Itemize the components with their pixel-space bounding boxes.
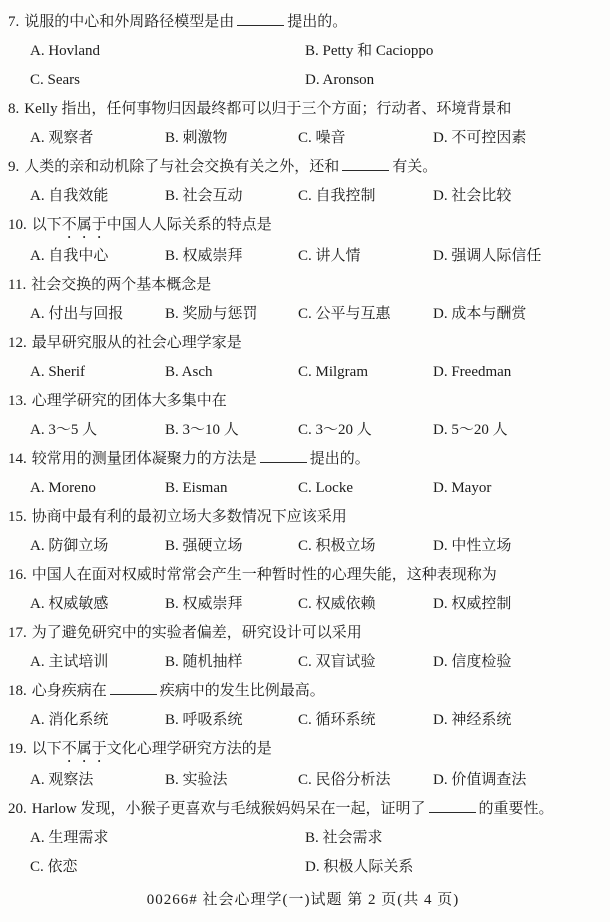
stem-text: 有关。 — [392, 159, 438, 175]
stem-text: 提出的。 — [287, 14, 348, 30]
option-d: D. Aronson — [305, 72, 375, 88]
question-11 — [8, 271, 598, 329]
option-d: D. Freedman — [433, 364, 512, 380]
question-number: 17. — [8, 625, 27, 641]
question-14 — [8, 445, 598, 503]
option-b: B. 强硬立场 — [165, 538, 243, 554]
options-row — [30, 766, 598, 795]
stem-text: 不属于 — [61, 741, 107, 757]
question-number: 9. — [8, 159, 20, 175]
question-number: 13. — [8, 393, 27, 409]
question-number: 11. — [8, 277, 27, 293]
option-d: D. 不可控因素 — [433, 130, 527, 146]
option-b: B. 奖励与惩罚 — [165, 306, 258, 322]
question-number: 16. — [8, 567, 27, 583]
question-number: 10. — [8, 217, 27, 233]
options-row — [30, 474, 598, 503]
option-b: B. Eisman — [165, 480, 228, 496]
option-d: D. 5～20 人 — [433, 422, 508, 438]
option-a: A. 生理需求 — [30, 830, 109, 846]
question-number: 15. — [8, 509, 27, 525]
option-b: B. 刺激物 — [165, 130, 228, 146]
question-stem — [8, 95, 598, 124]
option-a: A. 权威敏感 — [30, 596, 109, 612]
option-d: D. 价值调查法 — [433, 772, 527, 788]
question-stem — [8, 677, 598, 706]
stem-text: 中国人人际关系的特点是 — [106, 217, 272, 233]
options-row — [30, 416, 598, 445]
option-b: B. Asch — [165, 364, 213, 380]
stem-text: 较常用的测量团体凝聚力的方法是 — [31, 451, 257, 467]
option-a: A. 自我中心 — [30, 248, 109, 264]
options-row — [30, 590, 598, 619]
question-stem — [8, 387, 598, 416]
question-number: 8. — [8, 101, 20, 117]
stem-text: 心身疾病在 — [31, 683, 107, 699]
fill-in-blank — [260, 448, 307, 463]
question-stem — [8, 329, 598, 358]
question-stem — [8, 561, 598, 590]
option-d: D. 积极人际关系 — [305, 859, 414, 875]
option-c: C. 公平与互惠 — [298, 306, 391, 322]
question-stem — [8, 503, 598, 532]
options-row — [30, 300, 598, 329]
option-b: B. 随机抽样 — [165, 654, 243, 670]
option-c: C. 民俗分析法 — [298, 772, 391, 788]
page-footer: 00266# 社会心理学(一)试题 第 2 页(共 4 页) — [146, 892, 460, 908]
question-number: 14. — [8, 451, 27, 467]
question-19 — [8, 735, 598, 795]
option-d: D. 社会比较 — [433, 188, 512, 204]
stem-text: 心理学研究的团体大多集中在 — [31, 393, 227, 409]
option-c: C. 权威依赖 — [298, 596, 376, 612]
stem-text: 文化心理学研究方法的是 — [106, 741, 272, 757]
option-d: D. Mayor — [433, 480, 492, 496]
question-stem — [8, 153, 598, 182]
stem-text: 的重要性。 — [478, 801, 554, 817]
option-c: C. Milgram — [298, 364, 368, 380]
question-stem — [8, 619, 598, 648]
option-d: D. 中性立场 — [433, 538, 512, 554]
fill-in-blank — [429, 798, 476, 813]
option-a: A. Hovland — [30, 43, 100, 59]
options-row — [30, 824, 598, 882]
question-stem — [8, 795, 598, 824]
fill-in-blank — [342, 156, 389, 171]
options-row — [30, 37, 598, 95]
options-row — [30, 648, 598, 677]
question-13 — [8, 387, 598, 445]
question-18 — [8, 677, 598, 735]
question-number: 7. — [8, 14, 20, 30]
option-d: D. 成本与酬赏 — [433, 306, 527, 322]
option-c: C. 3～20 人 — [298, 422, 372, 438]
question-20 — [8, 795, 598, 882]
options-row — [30, 706, 598, 735]
option-a: A. 观察法 — [30, 772, 94, 788]
option-c: C. 依恋 — [30, 859, 78, 875]
option-a: A. 自我效能 — [30, 188, 109, 204]
option-a: A. 防御立场 — [30, 538, 109, 554]
option-c: C. 自我控制 — [298, 188, 376, 204]
option-b: B. 呼吸系统 — [165, 712, 243, 728]
option-c: C. 讲人情 — [298, 248, 361, 264]
stem-text: 以下 — [31, 741, 62, 757]
question-15 — [8, 503, 598, 561]
stem-text: 以下 — [31, 217, 62, 233]
option-a: A. 观察者 — [30, 130, 94, 146]
stem-text: Kelly 指出，任何事物归因最终都可以归于三个方面；行动者、环境背景和 — [24, 101, 512, 117]
question-stem — [8, 271, 598, 300]
option-d: D. 强调人际信任 — [433, 248, 542, 264]
question-stem — [8, 735, 598, 766]
question-number: 19. — [8, 741, 27, 757]
stem-text: 为了避免研究中的实验者偏差，研究设计可以采用 — [31, 625, 362, 641]
question-stem — [8, 211, 598, 242]
question-number: 18. — [8, 683, 27, 699]
option-b: B. Petty 和 Cacioppo — [305, 43, 434, 59]
stem-text: 中国人在面对权威时常常会产生一种暂时性的心理失能，这种表现称为 — [31, 567, 497, 583]
options-row — [30, 242, 598, 271]
question-16 — [8, 561, 598, 619]
fill-in-blank — [237, 11, 284, 26]
stem-text: 不属于 — [61, 217, 107, 233]
question-stem — [8, 445, 598, 474]
question-8 — [8, 95, 598, 153]
question-10 — [8, 211, 598, 271]
fill-in-blank — [110, 680, 157, 695]
stem-text: 协商中最有利的最初立场大多数情况下应该采用 — [31, 509, 347, 525]
question-12 — [8, 329, 598, 387]
option-a: A. Sherif — [30, 364, 85, 380]
option-b: B. 3～10 人 — [165, 422, 239, 438]
question-7 — [8, 8, 598, 95]
options-row — [30, 182, 598, 211]
question-stem — [8, 8, 598, 37]
option-c: C. 噪音 — [298, 130, 346, 146]
question-17 — [8, 619, 598, 677]
option-b: B. 社会互动 — [165, 188, 243, 204]
question-9 — [8, 153, 598, 211]
question-number: 20. — [8, 801, 27, 817]
option-c: C. Sears — [30, 72, 80, 88]
stem-text: 人类的亲和动机除了与社会交换有关之外，还和 — [24, 159, 340, 175]
stem-text: 说服的中心和外周路径模型是由 — [24, 14, 235, 30]
option-d: D. 权威控制 — [433, 596, 512, 612]
question-number: 12. — [8, 335, 27, 351]
options-row — [30, 358, 598, 387]
option-a: A. 消化系统 — [30, 712, 109, 728]
option-b: B. 社会需求 — [305, 830, 383, 846]
stem-text: Harlow 发现，小猴子更喜欢与毛绒猴妈妈呆在一起，证明了 — [31, 801, 426, 817]
option-b: B. 权威崇拜 — [165, 596, 243, 612]
option-c: C. 双盲试验 — [298, 654, 376, 670]
stem-text: 提出的。 — [309, 451, 370, 467]
option-a: A. 3～5 人 — [30, 422, 98, 438]
option-c: C. Locke — [298, 480, 353, 496]
option-a: A. Moreno — [30, 480, 96, 496]
stem-text: 疾病中的发生比例最高。 — [159, 683, 325, 699]
options-row — [30, 532, 598, 561]
option-c: C. 积极立场 — [298, 538, 376, 554]
option-d: D. 神经系统 — [433, 712, 512, 728]
option-b: B. 实验法 — [165, 772, 228, 788]
question-list — [8, 8, 598, 882]
stem-text: 最早研究服从的社会心理学家是 — [31, 335, 242, 351]
option-d: D. 信度检验 — [433, 654, 512, 670]
option-a: A. 主试培训 — [30, 654, 109, 670]
option-b: B. 权威崇拜 — [165, 248, 243, 264]
option-a: A. 付出与回报 — [30, 306, 124, 322]
option-c: C. 循环系统 — [298, 712, 376, 728]
options-row — [30, 124, 598, 153]
stem-text: 社会交换的两个基本概念是 — [31, 277, 212, 293]
